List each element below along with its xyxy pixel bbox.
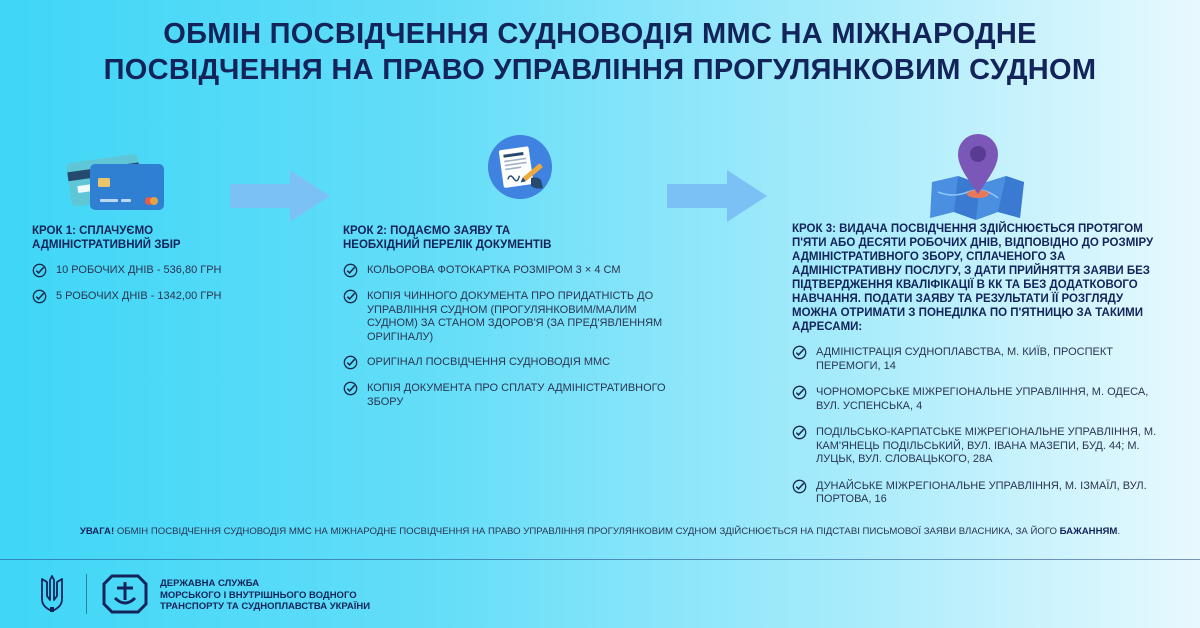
note-emphasis: БАЖАННЯМ (1059, 526, 1118, 537)
step-1-list (32, 264, 272, 304)
credit-cards-icon (66, 150, 166, 217)
list-item: КОЛЬОРОВА ФОТОКАРТКА РОЗМІРОМ 3 × 4 СМ (343, 264, 673, 278)
agency-name: ДЕРЖАВНА СЛУЖБА МОРСЬКОГО І ВНУТРІШНЬОГО ВОДНОГО ТРАНСПОРТУ ТА СУДНОПЛАВСТВА УКРАЇНИ (160, 578, 371, 612)
check-circle-icon (343, 289, 358, 304)
check-circle-icon (792, 385, 807, 400)
arrow-right-icon (230, 170, 330, 227)
footer-divider (0, 559, 1200, 560)
note-lead: УВАГА! (79, 526, 115, 537)
signing-document-icon (487, 134, 553, 205)
list-item: ДУНАЙСЬКЕ МІЖРЕГІОНАЛЬНЕ УПРАВЛІННЯ, М. ІЗМАЇЛ, ВУЛ. ПОРТОВА, 16 (792, 480, 1167, 507)
list-item: ОРИГІНАЛ ПОСВІДЧЕННЯ СУДНОВОДІЯ ММС (343, 356, 673, 370)
check-circle-icon (32, 263, 47, 278)
note-text: ОБМІН ПОСВІДЧЕННЯ СУДНОВОДІЯ ММС НА МІЖНАРОДНЕ ПОСВІДЧЕННЯ НА ПРАВО УПРАВЛІННЯ ПРОГУЛЯНКОВИМ СУДНОМ ЗДІЙСНЮЄТЬСЯ НА ПІДСТАВІ ПИСЬМОВОЇ ЗАЯВИ ВЛАСНИКА, ЗА ЙОГО (114, 526, 1060, 537)
title-line-2: ПОСВІДЧЕННЯ НА ПРАВО УПРАВЛІННЯ ПРОГУЛЯНКОВИМ СУДНОМ (103, 54, 1097, 86)
attention-note (0, 526, 1200, 537)
list-item: АДМІНІСТРАЦІЯ СУДНОПЛАВСТВА, М. КИЇВ, ПРОСПЕКТ ПЕРЕМОГИ, 14 (792, 346, 1167, 373)
step-2 (343, 224, 673, 421)
note-end: . (1117, 526, 1121, 537)
step-1 (32, 224, 272, 316)
list-item: 10 РОБОЧИХ ДНІВ - 536,80 ГРН (32, 264, 272, 278)
check-circle-icon (792, 425, 807, 440)
step-3-title: КРОК 3: ВИДАЧА ПОСВІДЧЕННЯ ЗДІЙСНЮЄТЬСЯ ПРОТЯГОМ П'ЯТИ АБО ДЕСЯТИ РОБОЧИХ ДНІВ, ВІДПОВІДНО ДО РОЗМІРУ АДМІНІСТРАТИВНОГО ЗБОРУ, СПЛАЧЕНОГО ЗА АДМІНІСТРАТИВНУ ПОСЛУГУ, З ДАТИ ПРИЙНЯТТЯ ЗАЯВИ БЕЗ ПІДТВЕРДЖЕННЯ КВАЛІФІКАЦІЇ В КК ТА БЕЗ ДОДАТКОВОГО НАВЧАННЯ. ПОДАТИ ЗАЯВУ ТА РЕЗУЛЬТАТИ ЇЇ РОЗГЛЯДУ МОЖНА ОТРИМАТИ З ПОНЕДІЛКА ПО П'ЯТНИЦЮ ЗА ТАКИМИ АДРЕСАМИ: (792, 223, 1154, 333)
step-3-list (792, 346, 1167, 507)
step-3 (792, 222, 1167, 520)
agency-logo-icon (102, 572, 148, 621)
check-circle-icon (792, 345, 807, 360)
step-2-title: КРОК 2: ПОДАЄМО ЗАЯВУ ТА НЕОБХІДНИЙ ПЕРЕЛІК ДОКУМЕНТІВ (343, 225, 552, 251)
list-item: КОПІЯ ЧИННОГО ДОКУМЕНТА ПРО ПРИДАТНІСТЬ ДО УПРАВЛІННЯ СУДНОМ (ПРОГУЛЯНКОВИМ/МАЛИМ СУДНОМ) ЗА СТАНОМ ЗДОРОВ'Я (ЗА ПРЕД'ЯВЛЕННЯМ ОРИГІНАЛУ) (343, 290, 673, 344)
list-item: ПОДІЛЬСЬКО-КАРПАТСЬКЕ МІЖРЕГІОНАЛЬНЕ УПРАВЛІННЯ, М. КАМ'ЯНЕЦЬ ПОДІЛЬСЬКИЙ, ВУЛ. ІВАНА МАЗЕПИ, БУД. 44; М. ЛУЦЬК, ВУЛ. СЛОВАЦЬКОГО, 28А (792, 426, 1167, 467)
trident-icon (38, 574, 66, 619)
check-circle-icon (343, 355, 358, 370)
arrow-right-icon (667, 170, 767, 227)
step-1-title: КРОК 1: СПЛАЧУЄМО АДМІНІСТРАТИВНИЙ ЗБІР (32, 225, 181, 251)
check-circle-icon (343, 263, 358, 278)
page-title (0, 16, 1200, 88)
list-item: КОПІЯ ДОКУМЕНТА ПРО СПЛАТУ АДМІНІСТРАТИВНОГО ЗБОРУ (343, 382, 673, 409)
check-circle-icon (32, 289, 47, 304)
footer-separator (86, 574, 87, 614)
step-2-list (343, 264, 673, 409)
check-circle-icon (343, 381, 358, 396)
check-circle-icon (792, 479, 807, 494)
map-pin-icon (928, 132, 1028, 227)
list-item: 5 РОБОЧИХ ДНІВ - 1342,00 ГРН (32, 290, 272, 304)
title-line-1: ОБМІН ПОСВІДЧЕННЯ СУДНОВОДІЯ ММС НА МІЖНАРОДНЕ (163, 18, 1037, 50)
list-item: ЧОРНОМОРСЬКЕ МІЖРЕГІОНАЛЬНЕ УПРАВЛІННЯ, М. ОДЕСА, ВУЛ. УСПЕНСЬКА, 4 (792, 386, 1167, 413)
